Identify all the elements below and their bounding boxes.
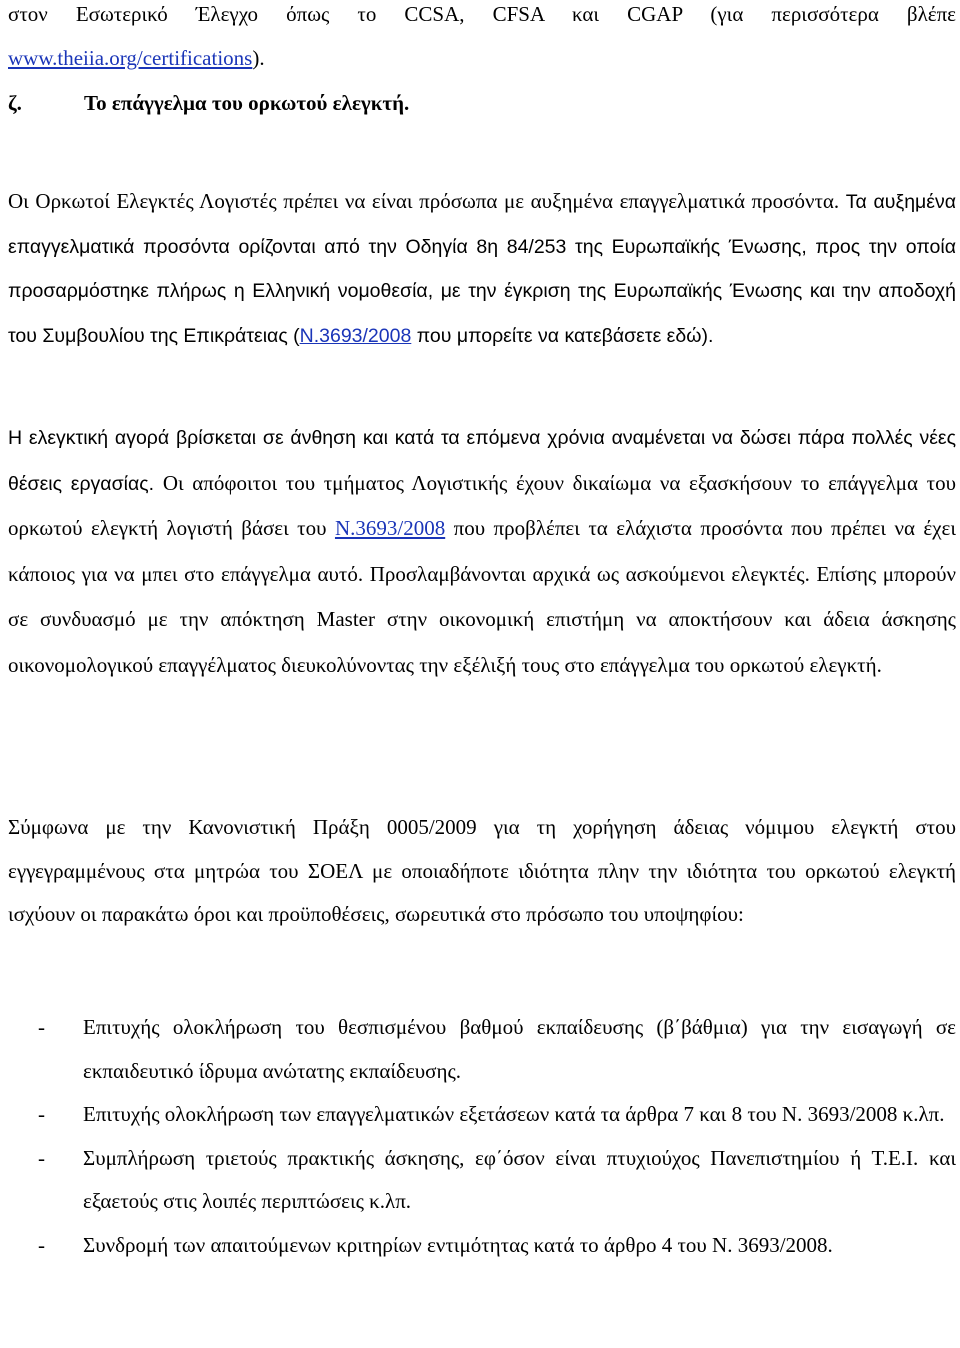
list-item-text: Επιτυχής ολοκλήρωση του θεσπισμένου βαθμού εκπαίδευσης (β΄βάθμια) για την εισαγωγή σε εκπαιδευτικό ίδρυμα ανώτατης εκπαίδευσης. [83, 1015, 956, 1083]
law-link[interactable]: Ν.3693/2008 [299, 324, 412, 347]
section-title: Το επάγγελμα του ορκωτού ελεγκτή. [84, 91, 410, 115]
advantages-intro-text: Οι Ορκωτοί Ελεγκτές Λογιστές πρέπει να είναι πρόσωπα με αυξημένα επαγγελματικά προσόντα. [8, 189, 846, 213]
list-bullet: - [38, 1145, 45, 1170]
list-item [8, 1137, 956, 1224]
list-item-text: Επιτυχής ολοκλήρωση των επαγγελματικών εξετάσεων κατά τα άρθρα 7 και 8 του Ν. 3693/2008 κ.λπ. [83, 1102, 945, 1126]
list-item-text: Συνδρομή των απαιτούμενων κριτηρίων εντιμότητας κατά το άρθρο 4 του Ν. 3693/2008. [83, 1232, 833, 1257]
market-paragraph [8, 417, 956, 689]
intro-text: στον Εσωτερικό Έλεγχο όπως το CCSA, CFSA και CGAP (για περισσότερα βλέπε [8, 2, 956, 26]
certifications-link[interactable]: www.theiia.org/certifications [8, 45, 253, 70]
market-end-text: που προβλέπει τα ελάχιστα προσόντα που πρέπει να έχει κάποιος για να μπει στο επάγγελμα αυτό. Προσλαμβάνονται αρχικά ως ασκούμενοι ελεγκτές. Επίσης μπορούν σε συνδυασμό με την απόκτηση Master στην οικονομική επιστήμη να αποκτήσουν και άδεια άσκησης οικονομολογικού επαγγέλματος διευκολύνοντας την εξέλιξή τους στο επάγγελμα του ορκωτού ελεγκτή. [8, 516, 956, 677]
list-item [8, 1006, 956, 1093]
market-body-text: Οι απόφοιτοι του τμήματος Λογιστικής έχουν δικαίωμα να εξασκήσουν το επάγγελμα του ορκωτού ελεγκτή λογιστή βάσει του [8, 470, 956, 540]
list-item [8, 1224, 956, 1268]
section-heading [8, 82, 956, 126]
intro-paragraph [8, 0, 956, 80]
advantages-end-text: που μπορείτε να κατεβάσετε εδώ). [411, 324, 714, 347]
advantages-paragraph [8, 180, 956, 359]
list-item [8, 1093, 956, 1137]
law-link-2[interactable]: Ν.3693/2008 [334, 516, 446, 540]
list-bullet: - [38, 1232, 45, 1257]
requirements-list [8, 1006, 956, 1267]
list-bullet: - [38, 1102, 45, 1126]
advantages-body-text: Τα αυξημένα επαγγελματικά προσόντα ορίζονται από την Οδηγία 8η 84/253 της Ευρωπαϊκής Ένωσης, προς την οποία προσαρμόστηκε πλήρως η Ελληνική νομοθεσία, με την έγκριση της Ευρωπαϊκής Ένωσης και την αποδοχή του Συμβουλίου της Επικράτειας ( [8, 191, 956, 347]
section-number: ζ. [8, 91, 22, 115]
list-item-text: Συμπλήρωση τριετούς πρακτικής άσκησης, εφ΄όσον είναι πτυχιούχος Πανεπιστημίου ή Τ.Ε.Ι. και εξαετούς στις λοιπές περιπτώσεις κ.λπ. [83, 1145, 956, 1213]
market-intro-text: Η ελεγκτική αγορά βρίσκεται σε άνθηση και κατά τα επόμενα χρόνια αναμένεται να δώσει πάρα πολλές νέες θέσεις εργασίας. [8, 427, 956, 495]
regulatory-paragraph: Σύμφωνα με την Κανονιστική Πράξη 0005/2009 για τη χορήγηση άδειας νόμιμου ελεγκτή στου εγγεγραμμένους στα μητρώα του ΣΟΕΛ με οποιαδήποτε ιδιότητα πλην την ιδιότητα του ορκωτού ελεγκτή ισχύουν οι παρακάτω όροι και προϋποθέσεις, σωρευτικά στο πρόσωπο του υποψηφίου: [8, 815, 956, 926]
list-bullet: - [38, 1015, 45, 1039]
intro-text-end: ). [252, 45, 265, 70]
